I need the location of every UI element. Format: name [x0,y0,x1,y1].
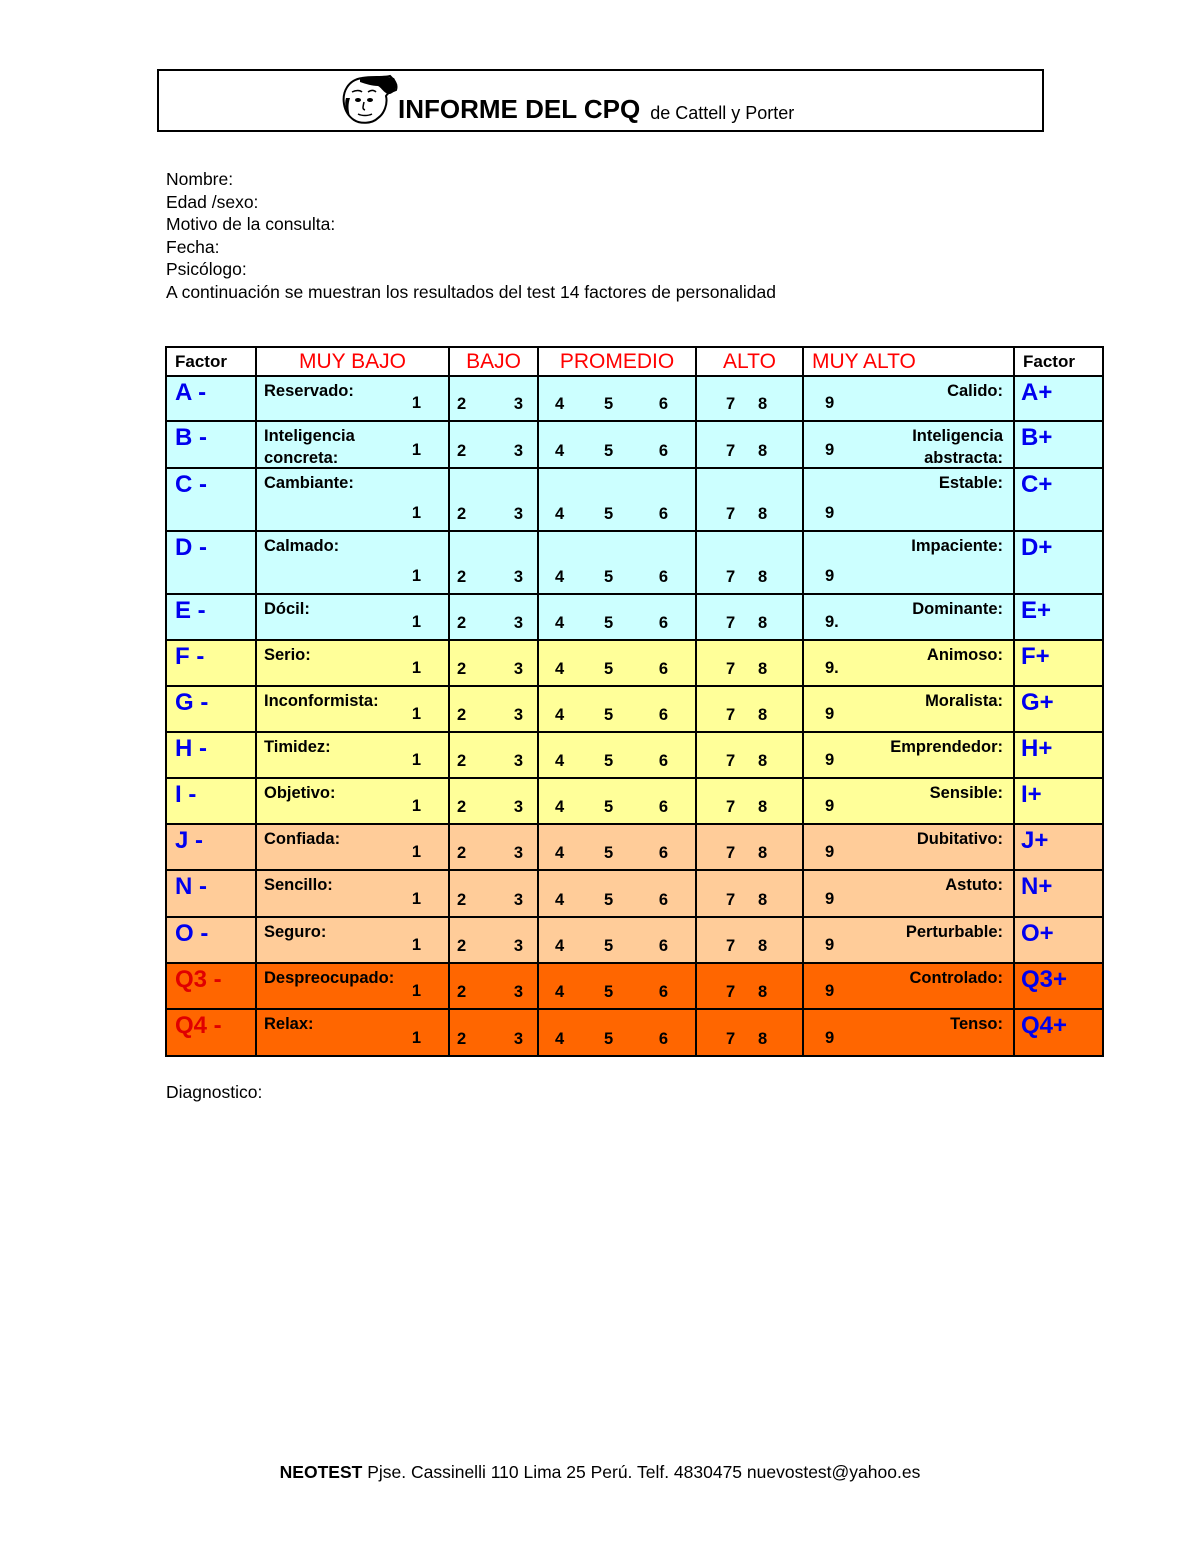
alto-cell [696,778,803,824]
low-label: Seguro: [264,922,327,941]
factor-header-right: Factor [1014,347,1103,376]
promedio-cell [538,1009,696,1056]
score-8: 8 [758,613,768,632]
score-1: 1 [411,751,421,770]
bajo-cell [449,824,538,870]
patient-info [166,168,776,304]
high-label: Animoso: [926,645,1003,664]
high-factor-code: E+ [1014,594,1103,640]
high-label: Tenso: [950,1014,1003,1033]
score-7: 7 [726,890,736,909]
low-factor-code: F - [166,640,256,686]
low-factor-code: B - [166,421,256,468]
bajo-cell [449,963,538,1009]
promedio-cell [538,531,696,594]
low-factor-code: H - [166,732,256,778]
low-factor-code: I - [166,778,256,824]
score-1: 1 [411,658,421,677]
alto-cell [696,917,803,963]
low-label-cell [256,421,449,468]
promedio-cell [538,468,696,530]
score-5: 5 [604,395,614,414]
score-5: 5 [604,442,614,461]
high-factor-code: Q3+ [1014,963,1103,1009]
score-3: 3 [513,613,523,632]
low-label: Relax: [264,1014,314,1033]
bajo-cell [449,376,538,421]
low-label: Inteligencia concreta: [264,427,355,468]
score-7: 7 [726,798,736,817]
score-2: 2 [457,613,467,632]
low-label: Serio: [264,645,311,664]
score-6: 6 [658,395,668,414]
low-factor-code: Q3 - [166,963,256,1009]
alto-cell [696,963,803,1009]
low-factor-code: E - [166,594,256,640]
factor-row [166,686,1103,732]
high-factor-code: J+ [1014,824,1103,870]
score-5: 5 [604,936,614,955]
high-label: Sensible: [929,784,1003,803]
score-2: 2 [457,798,467,817]
score-3: 3 [513,1030,523,1048]
score-5: 5 [604,504,614,523]
score-4: 4 [555,844,565,863]
low-factor-code: D - [166,531,256,594]
bajo-cell [449,732,538,778]
score-3: 3 [513,442,523,461]
factor-row [166,640,1103,686]
promedio-cell [538,640,696,686]
edad-label: Edad /sexo: [166,191,259,212]
factor-row [166,963,1103,1009]
high-label-cell [803,963,1014,1009]
bajo-cell [449,531,538,594]
score-2: 2 [457,395,467,414]
score-4: 4 [555,798,565,817]
low-label-cell [256,640,449,686]
alto-cell [696,376,803,421]
alto-cell [696,824,803,870]
score-7: 7 [726,982,736,1001]
factor-row [166,468,1103,530]
high-factor-code: I+ [1014,778,1103,824]
alto-cell [696,421,803,468]
score-5: 5 [604,798,614,817]
alto-cell [696,1009,803,1056]
score-2: 2 [457,752,467,771]
low-label-cell [256,732,449,778]
score-9: 9 [825,935,835,954]
score-9: 9 [825,566,835,585]
score-7: 7 [726,613,736,632]
factor-row [166,421,1103,468]
score-9: 9. [825,612,839,631]
low-label-cell [256,468,449,530]
alto-cell [696,531,803,594]
promedio-cell [538,686,696,732]
report-title: INFORME DEL CPQ [398,94,641,124]
high-label-cell [803,594,1014,640]
high-factor-code: G+ [1014,686,1103,732]
low-label: Reservado: [264,382,354,401]
score-6: 6 [658,567,668,586]
alto-cell [696,468,803,530]
score-8: 8 [758,982,768,1001]
score-8: 8 [758,504,768,523]
low-factor-code: O - [166,917,256,963]
score-2: 2 [457,706,467,725]
score-7: 7 [726,567,736,586]
score-4: 4 [555,706,565,725]
low-label: Timidez: [264,738,331,757]
low-label-cell [256,376,449,421]
high-factor-code: N+ [1014,870,1103,916]
score-7: 7 [726,442,736,461]
score-2: 2 [457,567,467,586]
high-label: Astuto: [945,876,1003,895]
factor-row [166,732,1103,778]
score-6: 6 [658,936,668,955]
high-label: Impaciente: [911,536,1003,555]
category-promedio: PROMEDIO [538,347,696,376]
low-label-cell [256,531,449,594]
score-1: 1 [411,503,421,522]
low-factor-code: G - [166,686,256,732]
high-label-cell [803,1009,1014,1056]
high-label-cell [803,824,1014,870]
low-label-cell [256,1009,449,1056]
score-5: 5 [604,890,614,909]
bajo-cell [449,640,538,686]
promedio-cell [538,963,696,1009]
score-5: 5 [604,752,614,771]
high-label: Calido: [947,382,1003,401]
alto-cell [696,686,803,732]
factor-row [166,376,1103,421]
score-3: 3 [513,890,523,909]
high-label-cell [803,640,1014,686]
score-1: 1 [411,394,421,413]
low-factor-code: J - [166,824,256,870]
score-8: 8 [758,706,768,725]
bajo-cell [449,686,538,732]
bajo-cell [449,594,538,640]
low-label-cell [256,870,449,916]
factor-header-left: Factor [166,347,256,376]
score-4: 4 [555,395,565,414]
score-6: 6 [658,844,668,863]
score-3: 3 [513,936,523,955]
footer [0,1462,1200,1483]
high-factor-code: D+ [1014,531,1103,594]
high-factor-code: C+ [1014,468,1103,530]
score-9: 9 [825,1029,835,1047]
score-8: 8 [758,936,768,955]
motivo-label: Motivo de la consulta: [166,214,336,235]
face-logo-icon [338,74,400,126]
score-7: 7 [726,752,736,771]
factors-table [165,346,1104,1057]
low-label-cell [256,686,449,732]
high-label: Moralista: [925,691,1003,710]
score-3: 3 [513,706,523,725]
bajo-cell [449,778,538,824]
score-2: 2 [457,890,467,909]
score-3: 3 [513,567,523,586]
alto-cell [696,732,803,778]
high-label: Emprendedor: [890,738,1003,757]
high-factor-code: H+ [1014,732,1103,778]
high-factor-code: B+ [1014,421,1103,468]
score-3: 3 [513,982,523,1001]
score-5: 5 [604,706,614,725]
score-6: 6 [658,659,668,678]
score-8: 8 [758,890,768,909]
score-2: 2 [457,936,467,955]
title-area [338,74,794,126]
score-1: 1 [411,612,421,631]
low-label: Calmado: [264,536,340,555]
category-alto: ALTO [696,347,803,376]
promedio-cell [538,870,696,916]
score-2: 2 [457,659,467,678]
bajo-cell [449,421,538,468]
score-2: 2 [457,1030,467,1048]
score-3: 3 [513,798,523,817]
low-label-cell [256,824,449,870]
score-6: 6 [658,890,668,909]
score-7: 7 [726,395,736,414]
score-1: 1 [411,705,421,724]
intro-text: A continuación se muestran los resultados del test 14 factores de personalidad [166,281,776,302]
score-4: 4 [555,504,565,523]
score-2: 2 [457,504,467,523]
high-label-cell [803,778,1014,824]
score-3: 3 [513,395,523,414]
score-7: 7 [726,844,736,863]
high-label: Controlado: [909,968,1003,987]
alto-cell [696,870,803,916]
score-5: 5 [604,567,614,586]
high-label-cell [803,917,1014,963]
score-9: 9 [825,751,835,770]
high-label: Inteligencia abstracta: [912,427,1003,468]
factor-row [166,870,1103,916]
high-factor-code: A+ [1014,376,1103,421]
score-7: 7 [726,659,736,678]
bajo-cell [449,917,538,963]
low-label: Inconformista: [264,691,379,710]
score-4: 4 [555,567,565,586]
score-6: 6 [658,752,668,771]
score-8: 8 [758,1030,768,1048]
score-5: 5 [604,1030,614,1048]
category-bajo: BAJO [449,347,538,376]
high-label-cell [803,732,1014,778]
score-6: 6 [658,982,668,1001]
score-7: 7 [726,706,736,725]
score-1: 1 [411,843,421,862]
score-2: 2 [457,844,467,863]
score-4: 4 [555,1030,565,1048]
score-4: 4 [555,982,565,1001]
low-factor-code: N - [166,870,256,916]
low-label: Objetivo: [264,784,336,803]
factor-row [166,824,1103,870]
score-4: 4 [555,752,565,771]
score-2: 2 [457,442,467,461]
score-1: 1 [411,935,421,954]
factor-row [166,778,1103,824]
bajo-cell [449,870,538,916]
score-2: 2 [457,982,467,1001]
score-7: 7 [726,936,736,955]
score-9: 9. [825,658,839,677]
score-8: 8 [758,798,768,817]
score-6: 6 [658,1030,668,1048]
score-9: 9 [825,503,835,522]
high-label-cell [803,376,1014,421]
nombre-label: Nombre: [166,169,234,189]
score-9: 9 [825,394,835,413]
low-label-cell [256,963,449,1009]
low-label-cell [256,778,449,824]
promedio-cell [538,594,696,640]
score-7: 7 [726,504,736,523]
footer-address: Pjse. Cassinelli 110 Lima 25 Perú. Telf. 4830475 nuevostest@yahoo.es [367,1462,921,1482]
score-3: 3 [513,504,523,523]
diagnostico-label: Diagnostico: [166,1082,263,1102]
report-subtitle: de Cattell y Porter [650,103,795,123]
score-1: 1 [411,889,421,908]
low-label: Despreocupado: [264,968,395,987]
score-1: 1 [411,441,421,460]
score-8: 8 [758,395,768,414]
promedio-cell [538,376,696,421]
high-factor-code: O+ [1014,917,1103,963]
score-6: 6 [658,706,668,725]
low-label: Dócil: [264,599,310,618]
score-3: 3 [513,844,523,863]
factor-row [166,1009,1103,1056]
high-label-cell [803,421,1014,468]
high-label: Dominante: [912,599,1003,618]
promedio-cell [538,778,696,824]
bajo-cell [449,468,538,530]
score-4: 4 [555,890,565,909]
score-5: 5 [604,982,614,1001]
score-4: 4 [555,936,565,955]
promedio-cell [538,917,696,963]
high-label-cell [803,686,1014,732]
score-4: 4 [555,442,565,461]
low-label-cell [256,594,449,640]
high-label: Dubitativo: [916,830,1003,849]
score-6: 6 [658,504,668,523]
promedio-cell [538,824,696,870]
high-label: Perturbable: [905,922,1003,941]
score-9: 9 [825,441,835,460]
low-factor-code: A - [166,376,256,421]
score-9: 9 [825,981,835,1000]
score-4: 4 [555,613,565,632]
score-1: 1 [411,981,421,1000]
score-5: 5 [604,844,614,863]
score-1: 1 [411,566,421,585]
low-label: Confiada: [264,830,341,849]
score-9: 9 [825,705,835,724]
factor-row [166,531,1103,594]
high-label: Estable: [938,474,1003,493]
score-7: 7 [726,1030,736,1048]
score-5: 5 [604,659,614,678]
fecha-label: Fecha: [166,236,220,257]
low-label: Cambiante: [264,474,354,493]
score-6: 6 [658,798,668,817]
score-9: 9 [825,843,835,862]
score-3: 3 [513,659,523,678]
score-3: 3 [513,752,523,771]
high-label-cell [803,870,1014,916]
score-1: 1 [411,1029,421,1047]
low-factor-code: Q4 - [166,1009,256,1056]
score-8: 8 [758,659,768,678]
footer-brand: NEOTEST [279,1462,363,1482]
score-8: 8 [758,844,768,863]
score-9: 9 [825,797,835,816]
factor-row [166,917,1103,963]
promedio-cell [538,421,696,468]
bajo-cell [449,1009,538,1056]
score-6: 6 [658,442,668,461]
low-factor-code: C - [166,468,256,530]
score-8: 8 [758,567,768,586]
score-6: 6 [658,613,668,632]
low-label-cell [256,917,449,963]
high-label-cell [803,468,1014,530]
alto-cell [696,640,803,686]
score-9: 9 [825,889,835,908]
header-row [166,347,1103,376]
low-label: Sencillo: [264,876,333,895]
promedio-cell [538,732,696,778]
category-muy-alto: MUY ALTO [803,347,1014,376]
factor-row [166,594,1103,640]
score-4: 4 [555,659,565,678]
high-factor-code: F+ [1014,640,1103,686]
high-factor-code: Q4+ [1014,1009,1103,1056]
psicologo-label: Psicólogo: [166,259,247,280]
alto-cell [696,594,803,640]
category-muy-bajo: MUY BAJO [256,347,449,376]
score-5: 5 [604,613,614,632]
high-label-cell [803,531,1014,594]
score-1: 1 [411,797,421,816]
score-8: 8 [758,752,768,771]
score-8: 8 [758,442,768,461]
